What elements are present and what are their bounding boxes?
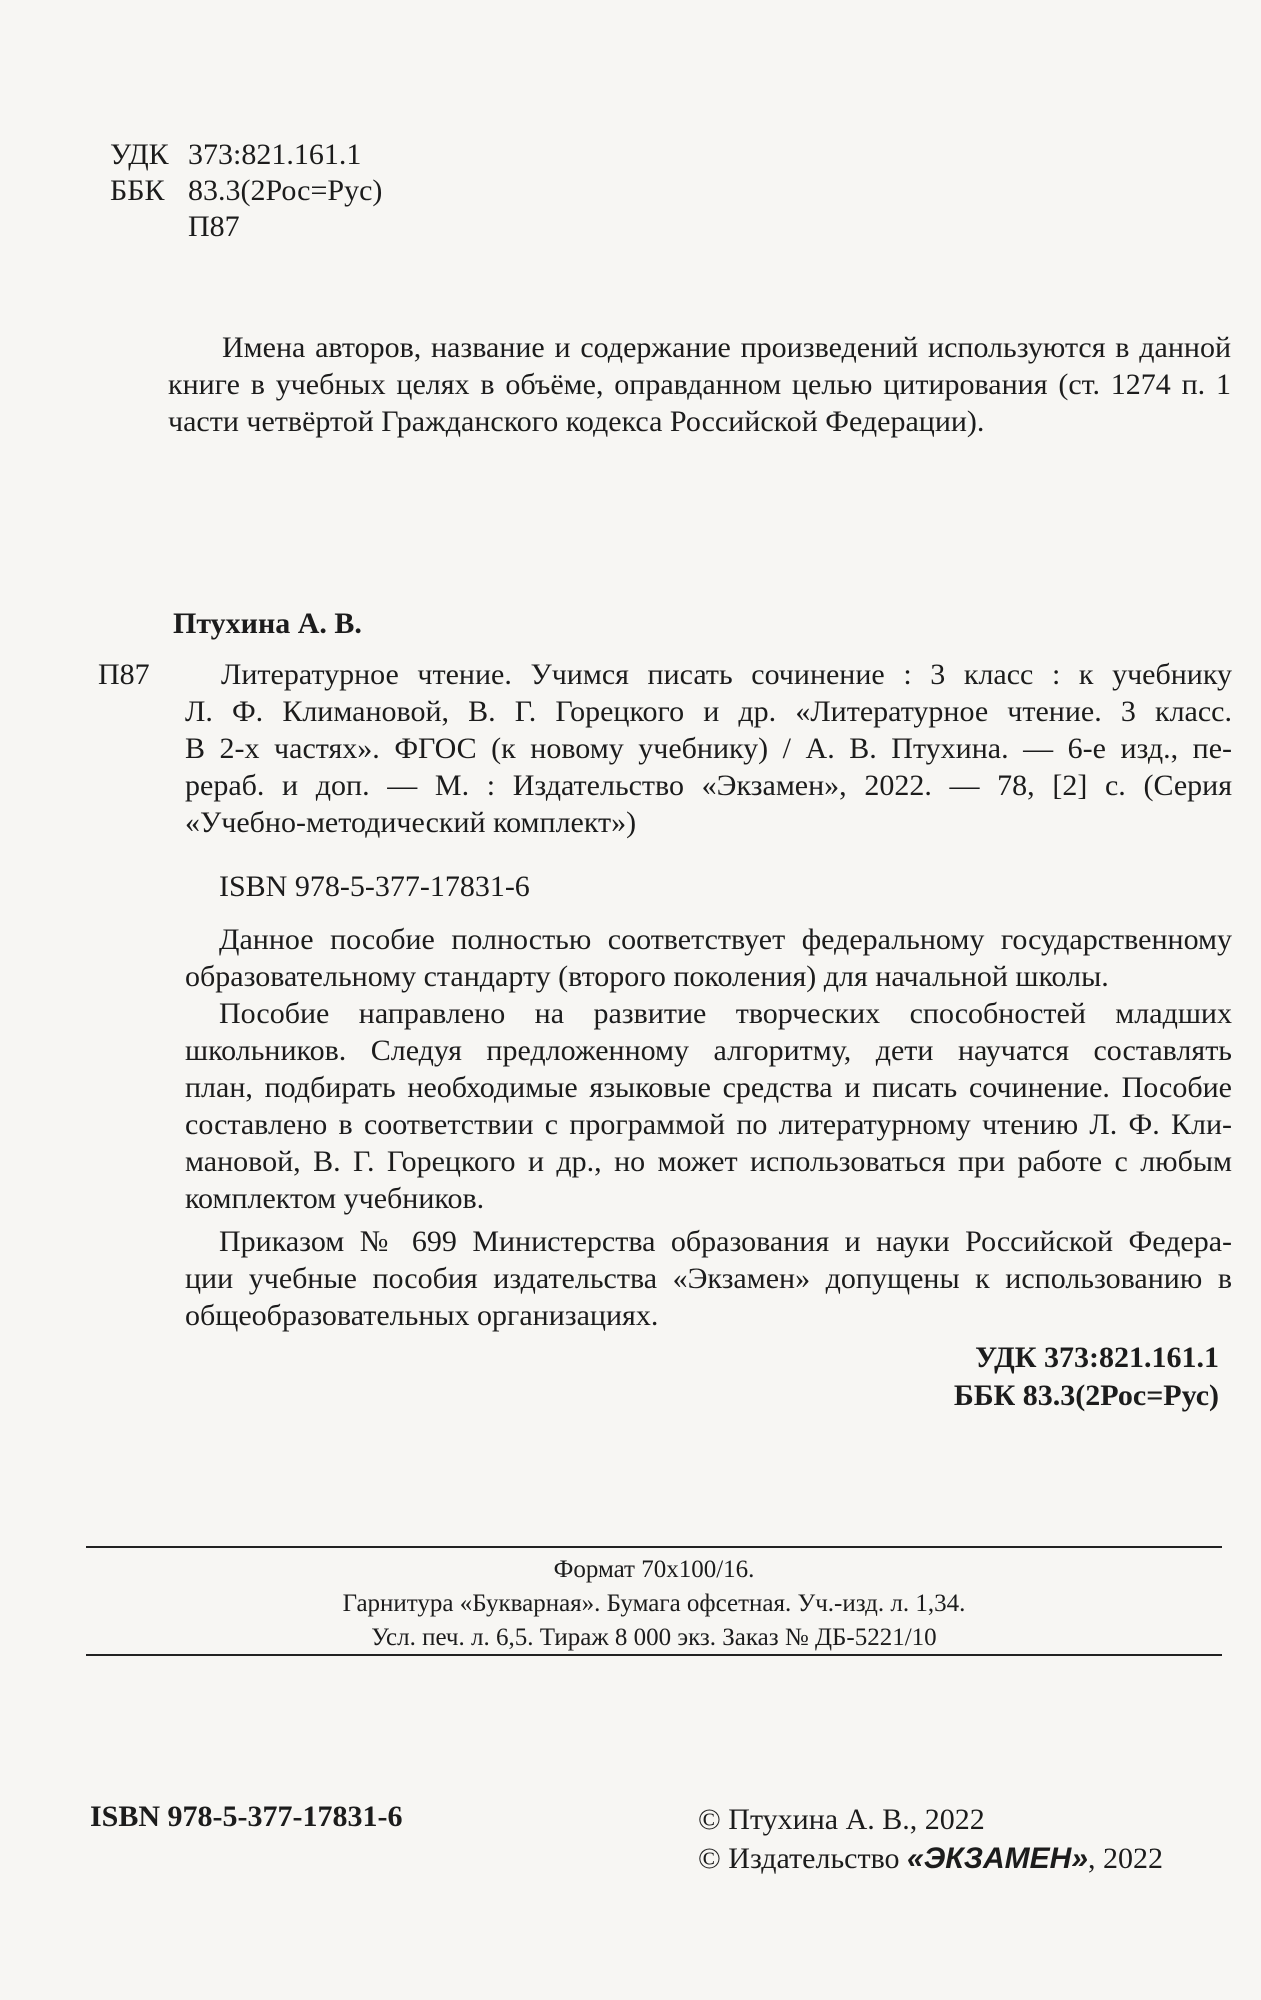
bottom-rule bbox=[86, 1654, 1222, 1656]
annotation-line: ции учебные пособия издательства «Экзамен» допущены к использованию в bbox=[185, 1262, 1232, 1295]
publisher-prefix: © Издательство bbox=[698, 1842, 908, 1875]
copyright-publisher bbox=[698, 1840, 1163, 1877]
annotation-line: общеобразовательных организациях. bbox=[185, 1299, 659, 1332]
record-isbn: ISBN 978-5-377-17831-6 bbox=[219, 870, 530, 903]
description-line: «Учебно-методический комплект») bbox=[185, 806, 637, 839]
description-line: Л. Ф. Климановой, В. Г. Горецкого и др. «Литературное чтение. 3 класс. bbox=[185, 695, 1232, 728]
notice-line: книге в учебных целях в объёме, оправданном целью цитирования (ст. 1274 п. 1 bbox=[168, 368, 1231, 401]
author-mark: П87 bbox=[188, 210, 240, 243]
publisher-year: , 2022 bbox=[1088, 1842, 1164, 1875]
annotation-line: мановой, В. Г. Горецкого и др., но может использоваться при работе с любым bbox=[185, 1145, 1232, 1178]
bbk-code: ББК 83.3(2Рос=Рус) bbox=[953, 1379, 1219, 1412]
bbk-value: 83.3(2Рос=Рус) bbox=[188, 174, 383, 207]
annotation-line: Данное пособие полностью соответствует федеральному государственному bbox=[219, 923, 1232, 956]
annotation-line: Пособие направлено на развитие творческих способностей младших bbox=[219, 997, 1232, 1030]
record-mark: П87 bbox=[98, 658, 150, 691]
notice-line: Имена авторов, название и содержание произведений используются в данной bbox=[222, 331, 1231, 364]
author-heading: Птухина А. В. bbox=[173, 607, 362, 640]
publisher-name: «ЭКЗАМЕН» bbox=[907, 1842, 1089, 1875]
udk-label: УДК bbox=[110, 138, 169, 171]
bbk-label: ББК bbox=[110, 174, 165, 207]
print-typeface: Гарнитура «Букварная». Бумага офсетная. Уч.-изд. л. 1,34. bbox=[342, 1590, 966, 1617]
copyright-author: © Птухина А. В., 2022 bbox=[698, 1803, 985, 1836]
description-line: рераб. и доп. — М. : Издательство «Экзамен», 2022. — 78, [2] с. (Серия bbox=[185, 769, 1232, 802]
udk-value: 373:821.161.1 bbox=[188, 138, 362, 171]
top-rule bbox=[86, 1546, 1222, 1548]
copyright-notice bbox=[168, 329, 1231, 440]
footer-isbn: ISBN 978-5-377-17831-6 bbox=[90, 1800, 403, 1833]
annotation-line: школьников. Следуя предложенному алгоритму, дети научатся составлять bbox=[185, 1034, 1232, 1067]
udk-code: УДК 373:821.161.1 bbox=[975, 1341, 1219, 1374]
print-run: Усл. печ. л. 6,5. Тираж 8 000 экз. Заказ № ДБ-5221/10 bbox=[371, 1624, 937, 1651]
notice-line: части четвёртой Гражданского кодекса Российской Федерации). bbox=[168, 405, 985, 438]
description-line: Литературное чтение. Учимся писать сочинение : 3 класс : к учебнику bbox=[221, 658, 1232, 691]
annotation-line: Приказом № 699 Министерства образования и науки Российской Федера- bbox=[219, 1225, 1232, 1258]
annotation-line: план, подбирать необходимые языковые средства и писать сочинение. Пособие bbox=[185, 1071, 1232, 1104]
annotation-line: составлено в соответствии с программой по литературному чтению Л. Ф. Кли- bbox=[185, 1108, 1232, 1141]
annotation-line: комплектом учебников. bbox=[185, 1182, 485, 1215]
annotation-line: образовательному стандарту (второго поколения) для начальной школы. bbox=[185, 960, 1109, 993]
print-format: Формат 70x100/16. bbox=[553, 1556, 755, 1583]
print-info bbox=[86, 1553, 1222, 1655]
description-line: В 2-х частях». ФГОС (к новому учебнику) / А. В. Птухина. — 6-е изд., пе- bbox=[185, 732, 1232, 765]
bibliographic-description bbox=[185, 656, 1232, 841]
annotation bbox=[185, 921, 1232, 1334]
